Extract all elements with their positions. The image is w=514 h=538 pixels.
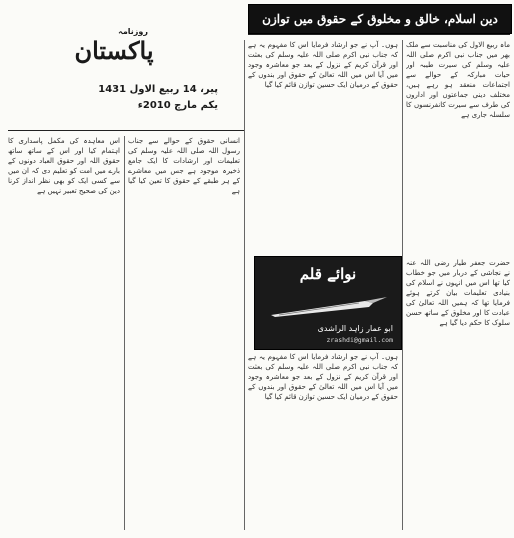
column-logo-author: ابو عمار زاہد الراشدی xyxy=(317,324,393,333)
article-text: ماہ ربیع الاول کی مناسبت سے ملک بھر میں جناب نبی اکرم صلی اللہ علیہ وسلم کی سیرت طیبہ اور حیات مبارکہ کے حوالے سے اجتماعات منعقد ہو رہے ہیں، مختلف دینی جماعتوں اور اداروں کی طرف سے سیرت کانفرنسوں کا سلسلہ جاری ہے xyxy=(406,41,510,119)
text-column-right xyxy=(406,40,510,252)
text-column-right-bottom xyxy=(406,258,510,530)
column-divider xyxy=(244,40,245,530)
headline-text: دین اسلام، خالق و مخلوق کے حقوق میں توازن xyxy=(262,12,498,26)
text-column-middle xyxy=(248,40,398,252)
article-text: انسانی حقوق کے حوالے سے جناب رسول اللہ صلی اللہ علیہ وسلم کی تعلیمات اور ارشادات کا ایک جامع ذخیرہ موجود ہے جس میں معاشرے کے ہر طبقے کے حقوق کا تعین کیا گیا ہے xyxy=(128,137,240,195)
column-logo xyxy=(254,256,402,350)
column-divider xyxy=(402,40,403,530)
date-hijri: پیر، 14 ربیع الاول 1431 xyxy=(98,84,218,95)
date-gregorian: یکم مارچ 2010ء xyxy=(137,100,218,111)
divider-rule xyxy=(248,34,510,35)
text-column-middle-bottom xyxy=(248,352,398,530)
article-text: ہوں۔ آپ نے جو ارشاد فرمایا اس کا مفہوم یہ ہے کہ جناب نبی اکرم صلی اللہ علیہ وسلم کی بعثت اور قرآن کریم کے نزول کے بعد جو معاشرہ وجود میں آیا اس میں اللہ تعالیٰ کے حقوق اور بندوں کے حقوق کے درمیان ایک حسین توازن قائم کیا گیا xyxy=(248,41,398,89)
masthead-tag: روزنامہ xyxy=(118,27,148,36)
column-divider xyxy=(124,136,125,530)
column-logo-title: نوائے قلم xyxy=(299,265,357,283)
headline-banner xyxy=(248,4,512,34)
dateline xyxy=(78,82,218,114)
newspaper-masthead xyxy=(60,27,168,70)
article-text: اس معاہدہ کی مکمل پاسداری کا اہتمام کیا اور اس کے ساتھ ساتھ حقوق اللہ اور حقوق العباد دونوں کے بارے میں امت کو تعلیم دی کہ ان میں سے کسی ایک کو بھی نظر انداز کرنا دین کی صحیح تعبیر نہیں ہے xyxy=(8,137,120,195)
text-column-left xyxy=(8,136,120,530)
text-column-inner xyxy=(128,136,240,530)
pen-icon xyxy=(269,295,389,319)
article-text: ہوں۔ آپ نے جو ارشاد فرمایا اس کا مفہوم یہ ہے کہ جناب نبی اکرم صلی اللہ علیہ وسلم کی بعثت اور قرآن کریم کے نزول کے بعد جو معاشرہ وجود میں آیا اس میں اللہ تعالیٰ کے حقوق اور بندوں کے حقوق کے درمیان ایک حسین توازن قائم کیا گیا xyxy=(248,353,398,401)
divider-rule xyxy=(8,130,244,131)
article-text: حضرت جعفر طیار رضی اللہ عنہ نے نجاشی کے دربار میں جو خطاب کیا تھا اس میں انہوں نے اسلام کی بنیادی تعلیمات بیان کرتے ہوئے فرمایا تھا کہ ہمیں اللہ تعالیٰ کی عبادت کا اور مخلوق کے ساتھ حسن سلوک کا حکم دیا گیا ہے xyxy=(406,259,510,327)
column-logo-email: zrashdi@gmail.com xyxy=(326,336,393,344)
masthead-name: پاکستان xyxy=(74,35,154,65)
